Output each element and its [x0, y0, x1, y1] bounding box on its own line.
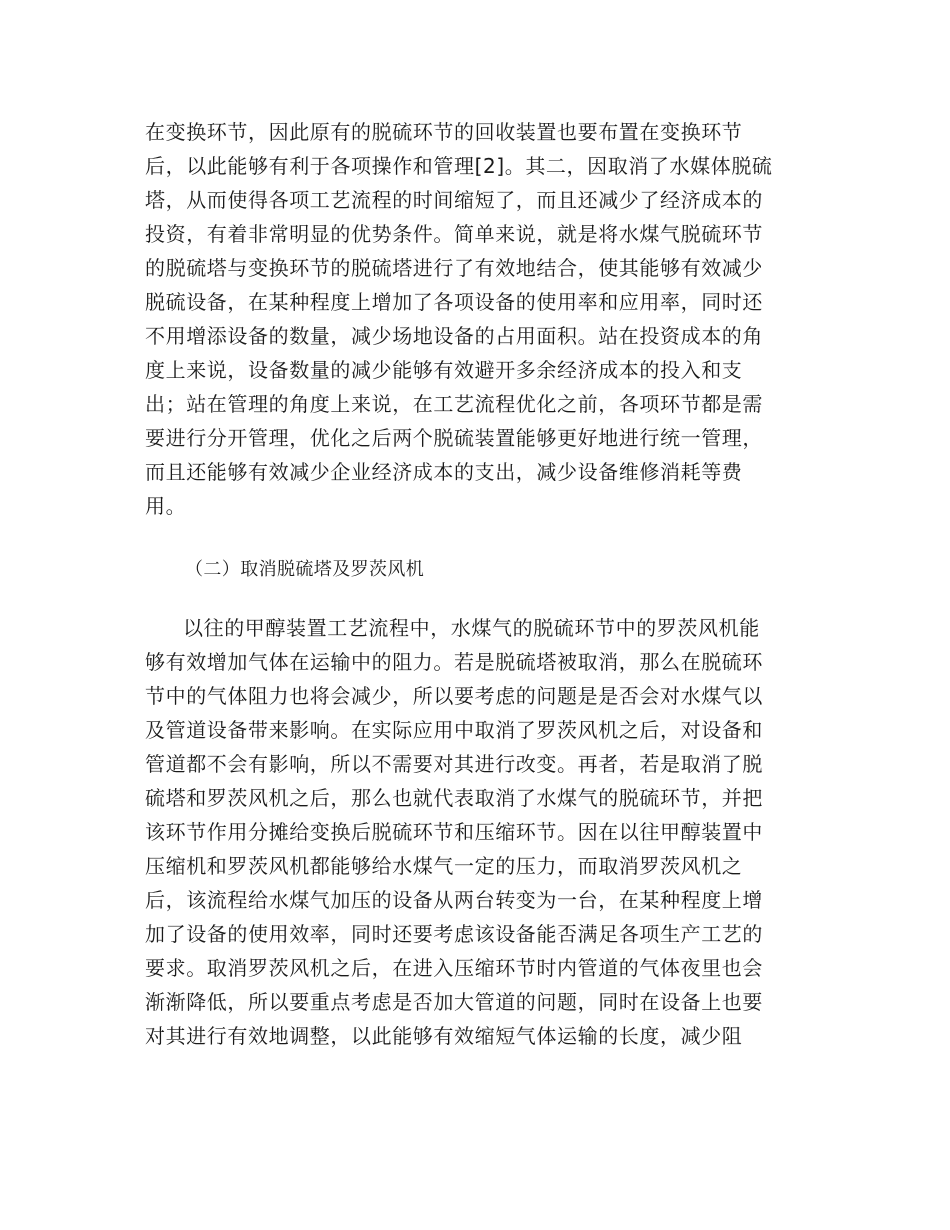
text-line: 及管道设备带来影响。在实际应用中取消了罗茨风机之后，对设备和 [145, 718, 763, 742]
section-heading: （二）取消脱硫塔及罗茨风机 [185, 559, 425, 580]
text-line: 硫塔和罗茨风机之后，那么也就代表取消了水煤气的脱硫环节，并把 [145, 786, 763, 810]
text-line: 投资，有着非常明显的优势条件。简单来说，就是将水煤气脱硫环节 [145, 222, 763, 246]
text-line: 对其进行有效地调整，以此能够有效缩短气体运输的长度，减少阻 [145, 1024, 743, 1048]
text-line: 该环节作用分摊给变换后脱硫环节和压缩环节。因在以往甲醇装置中 [145, 820, 763, 844]
text-line: 压缩机和罗茨风机都能够给水煤气一定的压力，而取消罗茨风机之 [145, 854, 743, 878]
text-line: 而且还能够有效减少企业经济成本的支出，减少设备维修消耗等费 [145, 460, 743, 484]
text-line: 度上来说，设备数量的减少能够有效避开多余经济成本的投入和支 [145, 358, 743, 382]
text-line: 加了设备的使用效率，同时还要考虑该设备能否满足各项生产工艺的 [145, 922, 763, 946]
text-line: 要进行分开管理，优化之后两个脱硫装置能够更好地进行统一管理， [145, 426, 763, 450]
text-line: 塔，从而使得各项工艺流程的时间缩短了，而且还减少了经济成本的 [145, 188, 763, 212]
text-line: 节中的气体阻力也将会减少，所以要考虑的问题是是否会对水煤气以 [145, 684, 763, 708]
text-line: 以往的甲醇装置工艺流程中，水煤气的脱硫环节中的罗茨风机能 [183, 616, 760, 640]
text-line: 管道都不会有影响，所以不需要对其进行改变。再者，若是取消了脱 [145, 752, 763, 776]
text-line: 脱硫设备，在某种程度上增加了各项设备的使用率和应用率，同时还 [145, 290, 763, 314]
text-line: 后，以此能够有利于各项操作和管理[2]。其二，因取消了水媒体脱硫 [145, 154, 773, 178]
text-line: 要求。取消罗茨风机之后，在进入压缩环节时内管道的气体夜里也会 [145, 956, 763, 980]
text-line: 渐渐降低，所以要重点考虑是否加大管道的问题，同时在设备上也要 [145, 990, 763, 1014]
text-line: 不用增添设备的数量，减少场地设备的占用面积。站在投资成本的角 [145, 324, 763, 348]
text-line: 出；站在管理的角度上来说，在工艺流程优化之前，各项环节都是需 [145, 392, 763, 416]
text-line: 在变换环节，因此原有的脱硫环节的回收装置也要布置在变换环节 [145, 120, 743, 144]
text-line: 后，该流程给水煤气加压的设备从两台转变为一台，在某种程度上增 [145, 888, 763, 912]
text-line: 够有效增加气体在运输中的阻力。若是脱硫塔被取消，那么在脱硫环 [145, 650, 763, 674]
text-line: 的脱硫塔与变换环节的脱硫塔进行了有效地结合，使其能够有效减少 [145, 256, 763, 280]
text-line: 用。 [145, 494, 187, 518]
